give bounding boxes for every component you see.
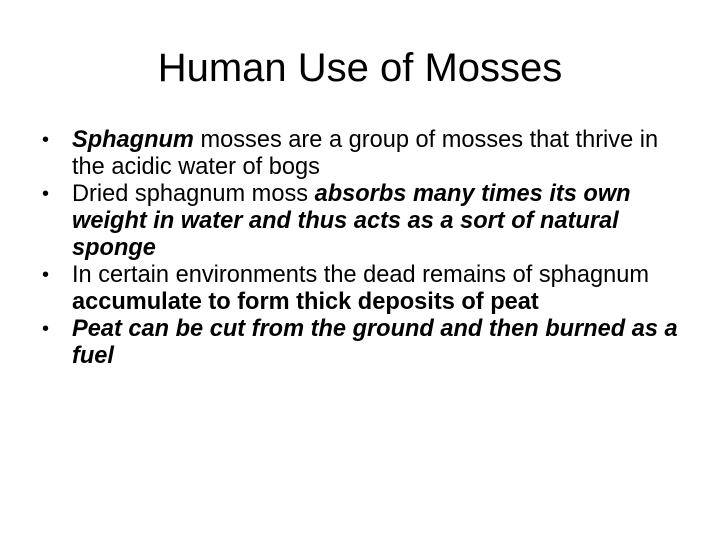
bullet-dot-icon: • xyxy=(42,318,50,340)
bullet-dot-icon: • xyxy=(42,183,50,205)
bullet-item xyxy=(40,127,690,181)
bullet-text-run: mosses are a group of mosses that thrive in the acidic water of bogs xyxy=(72,127,659,180)
bullet-text-run: Dried sphagnum moss xyxy=(72,181,315,207)
bullet-text-run: Peat can be cut from the ground and then burned as a fuel xyxy=(72,316,678,369)
bullet-dot-icon: • xyxy=(42,129,50,151)
bullet-text-run: accumulate to form thick deposits of peat xyxy=(72,289,539,315)
bullet-item xyxy=(40,316,690,370)
bullet-dot-icon: • xyxy=(42,264,50,286)
slide-title: Human Use of Mosses xyxy=(157,46,563,90)
bullet-text-run: absorbs many times its own weight in water and thus acts as a sort of natural sponge xyxy=(72,181,631,261)
bullet-item xyxy=(40,262,690,316)
bullet-list xyxy=(40,127,690,370)
bullet-text-run: In certain environments the dead remains of sphagnum xyxy=(72,262,650,288)
bullet-text-run: Sphagnum xyxy=(72,127,194,153)
bullet-item xyxy=(40,181,690,262)
